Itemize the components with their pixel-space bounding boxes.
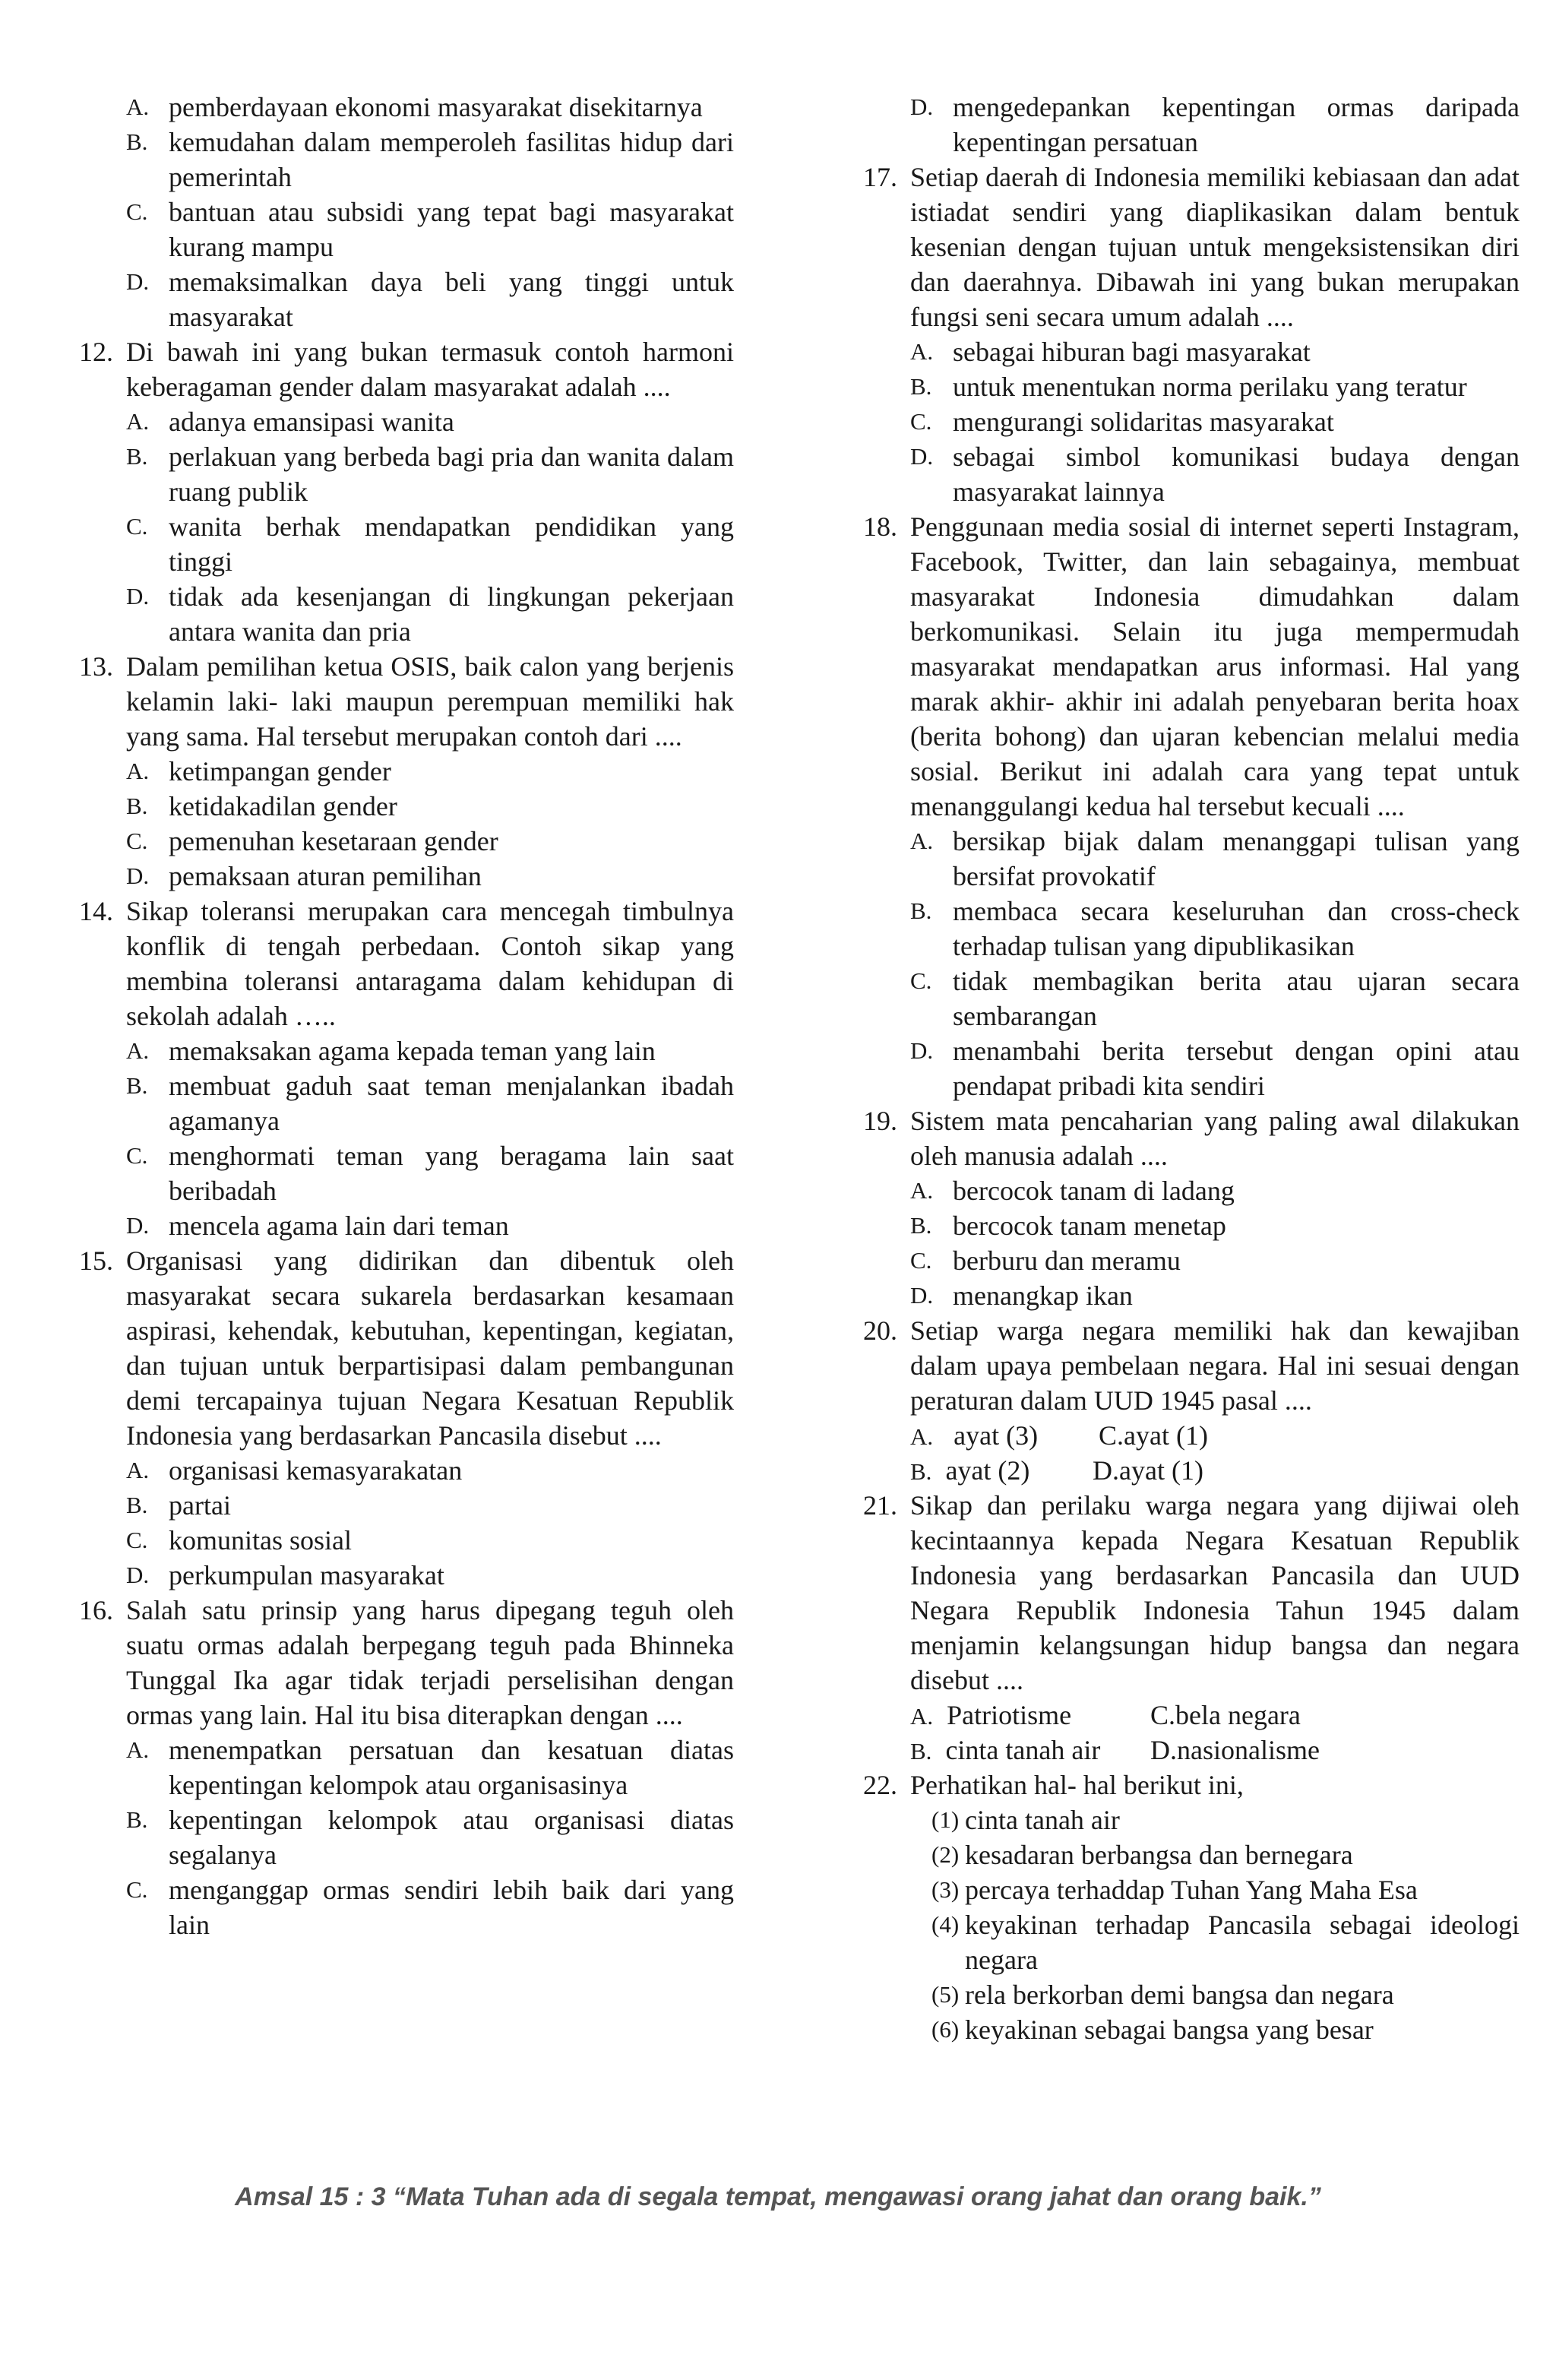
q13-option-d: D. pemaksaan aturan pemilihan bbox=[126, 861, 482, 891]
q20-stem: 20. Setiap warga negara memiliki hak dan kewajiban dalam upaya pembelaan negara. Hal ini sesuai dengan peraturan dalam UUD 1945 pasal .... bbox=[863, 1315, 1520, 1416]
q22-item-1: (1) cinta tanah air bbox=[931, 1805, 1120, 1835]
q21-option-a: A. Patriotisme bbox=[910, 1700, 1072, 1730]
q13-option-c: C. pemenuhan kesetaraan gender bbox=[126, 826, 498, 856]
q20-option-c: C.ayat (1) bbox=[1099, 1420, 1208, 1451]
q18-option-c: C. tidak membagikan berita atau ujaran secara sembarangan bbox=[910, 966, 1520, 1031]
q17-option-a: A. sebagai hiburan bagi masyarakat bbox=[910, 337, 1311, 367]
question-16 bbox=[79, 1593, 734, 1942]
q21-options-row-2 bbox=[863, 1733, 1520, 1768]
q22-stem: 22. Perhatikan hal- hal berikut ini, bbox=[863, 1770, 1244, 1800]
q17-option-d: D. sebagai simbol komunikasi budaya dengan masyarakat lainnya bbox=[910, 442, 1520, 507]
q13-option-b: B. ketidakadilan gender bbox=[126, 791, 397, 821]
footer-verse: Amsal 15 : 3 “Mata Tuhan ada di segala tempat, mengawasi orang jahat dan orang baik.” bbox=[235, 2182, 1321, 2211]
q22-item-5: (5) rela berkorban demi bangsa dan negara bbox=[931, 1980, 1394, 2010]
question-20 bbox=[863, 1313, 1520, 1488]
q20-options-row-2 bbox=[863, 1453, 1520, 1488]
q16-option-a: A. menempatkan persatuan dan kesatuan diatas kepentingan kelompok atau organisasinya bbox=[126, 1735, 734, 1800]
right-column bbox=[863, 90, 1520, 2047]
q19-option-b: B. bercocok tanam menetap bbox=[910, 1211, 1226, 1241]
q14-option-b: B. membuat gaduh saat teman menjalankan ibadah agamanya bbox=[126, 1071, 734, 1136]
q15-option-c: C. komunitas sosial bbox=[126, 1525, 352, 1556]
q21-option-d: D.nasionalisme bbox=[1150, 1735, 1320, 1765]
q21-options-row-1 bbox=[863, 1698, 1520, 1733]
left-column bbox=[79, 90, 734, 1942]
q17-option-b: B. untuk menentukan norma perilaku yang teratur bbox=[910, 372, 1467, 402]
q12-option-a: A. adanya emansipasi wanita bbox=[126, 407, 454, 437]
q21-stem: 21. Sikap dan perilaku warga negara yang dijiwai oleh kecintaannya kepada Negara Kesatuan Republik Indonesia yang berdasarkan Pancasila dan UUD Negara Republik Indonesia Tahun 1945 dalam menjamin kelangsungan hidup bangsa dan negara disebut .... bbox=[863, 1490, 1520, 1695]
q22-item-6: (6) keyakinan sebagai bangsa yang besar bbox=[931, 2014, 1374, 2045]
q19-option-d: D. menangkap ikan bbox=[910, 1280, 1133, 1311]
q16-option-d: D. mengedepankan kepentingan ormas daripada kepentingan persatuan bbox=[910, 92, 1520, 157]
q11-option-d: D. memaksimalkan daya beli yang tinggi untuk masyarakat bbox=[126, 267, 734, 332]
q11-option-b: B. kemudahan dalam memperoleh fasilitas hidup dari pemerintah bbox=[126, 127, 734, 192]
q20-options-row-1 bbox=[863, 1418, 1520, 1453]
q16-option-c: C. menganggap ormas sendiri lebih baik dari yang lain bbox=[126, 1875, 734, 1940]
question-16-tail bbox=[863, 90, 1520, 160]
q20-option-b: B. ayat (2) bbox=[910, 1455, 1030, 1486]
q15-option-d: D. perkumpulan masyarakat bbox=[126, 1560, 444, 1590]
question-12 bbox=[79, 334, 734, 649]
q14-stem: 14. Sikap toleransi merupakan cara mencegah timbulnya konflik di tengah perbedaan. Contoh sikap yang membina toleransi antaragama dalam kehidupan di sekolah adalah ….. bbox=[79, 896, 734, 1031]
question-19 bbox=[863, 1103, 1520, 1313]
q19-stem: 19. Sistem mata pencaharian yang paling awal dilakukan oleh manusia adalah .... bbox=[863, 1106, 1520, 1171]
q22-item-4: (4) keyakinan terhadap Pancasila sebagai ideologi negara bbox=[931, 1910, 1520, 1975]
q19-option-a: A. bercocok tanam di ladang bbox=[910, 1176, 1235, 1206]
q14-option-a: A. memaksakan agama kepada teman yang lain bbox=[126, 1036, 656, 1066]
question-22 bbox=[863, 1768, 1520, 2047]
q15-option-b: B. partai bbox=[126, 1490, 231, 1521]
question-15 bbox=[79, 1243, 734, 1593]
q18-option-a: A. bersikap bijak dalam menanggapi tulisan yang bersifat provokatif bbox=[910, 826, 1520, 891]
q17-option-c: C. mengurangi solidaritas masyarakat bbox=[910, 407, 1334, 437]
q16-stem: 16. Salah satu prinsip yang harus dipegang teguh oleh suatu ormas adalah berpegang teguh pada Bhinneka Tunggal Ika agar tidak terjadi perselisihan dengan ormas yang lain. Hal itu bisa diterapkan dengan .... bbox=[79, 1595, 734, 1730]
q21-option-c: C.bela negara bbox=[1150, 1700, 1301, 1730]
question-13 bbox=[79, 649, 734, 894]
q13-option-a: A. ketimpangan gender bbox=[126, 756, 391, 786]
q17-stem: 17. Setiap daerah di Indonesia memiliki kebiasaan dan adat istiadat sendiri yang diaplikasikan dalam bentuk kesenian dengan tujuan untuk mengeksistensikan diri dan daerahnya. Dibawah ini yang bukan merupakan fungsi seni secara umum adalah .... bbox=[863, 162, 1520, 332]
q12-option-d: D. tidak ada kesenjangan di lingkungan pekerjaan antara wanita dan pria bbox=[126, 581, 734, 647]
q20-option-a: A. ayat (3) bbox=[910, 1420, 1039, 1451]
q12-option-c: C. wanita berhak mendapatkan pendidikan yang tinggi bbox=[126, 511, 734, 577]
q14-option-d: D. mencela agama lain dari teman bbox=[126, 1211, 509, 1241]
q18-option-b: B. membaca secara keseluruhan dan cross-check terhadap tulisan yang dipublikasikan bbox=[910, 896, 1520, 961]
q12-stem: 12. Di bawah ini yang bukan termasuk contoh harmoni keberagaman gender dalam masyarakat adalah .... bbox=[79, 337, 734, 402]
q16-option-b: B. kepentingan kelompok atau organisasi diatas segalanya bbox=[126, 1805, 734, 1870]
q22-item-3: (3) percaya terhaddap Tuhan Yang Maha Esa bbox=[931, 1875, 1418, 1905]
q18-option-d: D. menambahi berita tersebut dengan opini atau pendapat pribadi kita sendiri bbox=[910, 1036, 1520, 1101]
question-14 bbox=[79, 894, 734, 1243]
q15-stem: 15. Organisasi yang didirikan dan dibentuk oleh masyarakat secara sukarela berdasarkan kesamaan aspirasi, kehendak, kebutuhan, kepentingan, kegiatan, dan tujuan untuk berpartisipasi dalam pembangunan demi tercapainya tujuan Negara Kesatuan Republik Indonesia yang berdasarkan Pancasila disebut .... bbox=[79, 1245, 734, 1451]
q19-option-c: C. berburu dan meramu bbox=[910, 1245, 1181, 1276]
q12-option-b: B. perlakuan yang berbeda bagi pria dan wanita dalam ruang publik bbox=[126, 442, 734, 507]
q13-stem: 13. Dalam pemilihan ketua OSIS, baik calon yang berjenis kelamin laki- laki maupun perempuan memiliki hak yang sama. Hal tersebut merupakan contoh dari .... bbox=[79, 651, 734, 752]
q18-stem: 18. Penggunaan media sosial di internet seperti Instagram, Facebook, Twitter, dan lain sebagainya, membuat masyarakat Indonesia dimudahkan dalam berkomunikasi. Selain itu juga mempermudah masyarakat mendapatkan arus informasi. Hal yang marak akhir- akhir ini adalah penyebaran berita hoax (berita bohong) dan ujaran kebencian melalui media sosial. Berikut ini adalah cara yang tepat untuk menanggulangi kedua hal tersebut kecuali .... bbox=[863, 511, 1520, 821]
q11-option-c: C. bantuan atau subsidi yang tepat bagi masyarakat kurang mampu bbox=[126, 197, 734, 262]
question-11-tail bbox=[79, 90, 734, 334]
q15-option-a: A. organisasi kemasyarakatan bbox=[126, 1455, 463, 1486]
q20-option-d: D.ayat (1) bbox=[1093, 1455, 1203, 1486]
q11-option-a: A. pemberdayaan ekonomi masyarakat disekitarnya bbox=[126, 92, 703, 122]
question-18 bbox=[863, 509, 1520, 1103]
q21-option-b: B. cinta tanah air bbox=[910, 1735, 1101, 1765]
q14-option-c: C. menghormati teman yang beragama lain saat beribadah bbox=[126, 1141, 734, 1206]
question-17 bbox=[863, 160, 1520, 509]
q22-item-2: (2) kesadaran berbangsa dan bernegara bbox=[931, 1840, 1353, 1870]
question-21 bbox=[863, 1488, 1520, 1768]
